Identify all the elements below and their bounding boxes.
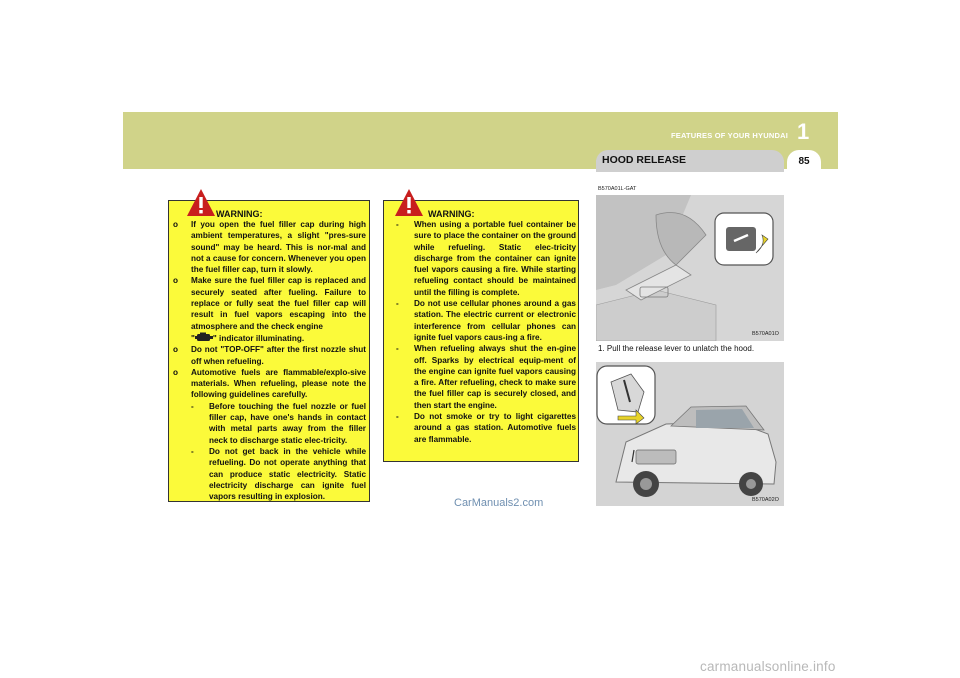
sub-list-item: - Before touching the fuel nozzle or fuel filler cap, have one's hands in contact with metal parts away from the filler neck to discharge static elec-tricity.: [191, 401, 366, 445]
section-title: HOOD RELEASE: [602, 154, 687, 166]
warning-triangle-icon: [186, 188, 216, 218]
list-item: - When refueling always shut the en-gine off. Sparks by electrical equip-ment of the engine can ignite fuel vapors causing a fire. After refueling, check to make sure the fuel filler cap is securely closed, and then start the engine.: [396, 344, 576, 410]
chapter-number: 1: [797, 119, 810, 144]
list-item: o Do not "TOP-OFF" after the first nozzle shut off when refueling.: [173, 345, 366, 366]
figure-code: B570A02O: [752, 497, 779, 503]
warning-heading: WARNING:: [216, 209, 263, 219]
list-item: - Do not use cellular phones around a gas station. The electric current or electronic interference from cellular phones can ignite fuel vapors caus-ing a fire.: [396, 299, 576, 342]
watermark-link[interactable]: carmanualsonline.info: [700, 659, 836, 674]
page-number: 85: [798, 156, 810, 167]
hood-release-lever-image: [596, 195, 784, 341]
list-item: o If you open the fuel filler cap during high ambient temperatures, a slight "pres-sure sound" may be heard. This is nor-mal and not a cause for concern. Whenever you open the fuel filler cap, turn it slowly.: [173, 220, 366, 275]
warning-list-fuel-cap: [0, 219, 366, 502]
list-item: o Automotive fuels are flammable/explo-sive materials. When refueling, please note the following guidelines carefully. - Before touching the fuel nozzle or fuel filler cap, have one's hands in contact with metal parts away from the filler neck to discharge static elec-tricity. - Do not get back in the vehicle while refueling. Do not operate anything that can produce static electricity. Static electricity discharge can ignite fuel vapors resulting in explosion.: [173, 367, 366, 502]
list-item: - When using a portable fuel container be sure to place the container on the ground while refueling. Static elec-tricity discharge from the container can ignite fuel vapors causing a fire. While starting refueling contact should be maintained until the filling is complete.: [396, 220, 576, 297]
vehicle-image: [596, 362, 784, 506]
list-item: o Make sure the fuel filler cap is replaced and securely seated after fueling. Failure to replace or fully seat the fuel filler cap will result in fuel vapors escaping into the atmosphere and the check engine " " indicator illuminating.: [173, 276, 366, 343]
lever-illustration: [596, 195, 784, 341]
warning-list-refueling: [396, 219, 576, 445]
list-item: - Do not smoke or try to light cigarettes around a gas station. Automotive fuels are flammable.: [396, 412, 576, 444]
figure-ref-code: B570A01L-GAT: [598, 186, 637, 192]
warning-triangle-icon: [394, 188, 424, 218]
watermark-link[interactable]: CarManuals2.com: [454, 497, 544, 509]
figure-caption: 1. Pull the release lever to unlatch the hood.: [598, 344, 755, 353]
warning-heading: WARNING:: [428, 209, 475, 219]
check-engine-icon: [195, 332, 213, 342]
chapter-title: FEATURES OF YOUR HYUNDAI: [670, 131, 788, 140]
vehicle-illustration: [596, 362, 784, 506]
sub-list-item: - Do not get back in the vehicle while refueling. Do not operate anything that can produce static electricity. Static electricity discharge can ignite fuel vapors resulting in explosion.: [191, 446, 366, 502]
figure-code: B570A01O: [752, 331, 779, 337]
